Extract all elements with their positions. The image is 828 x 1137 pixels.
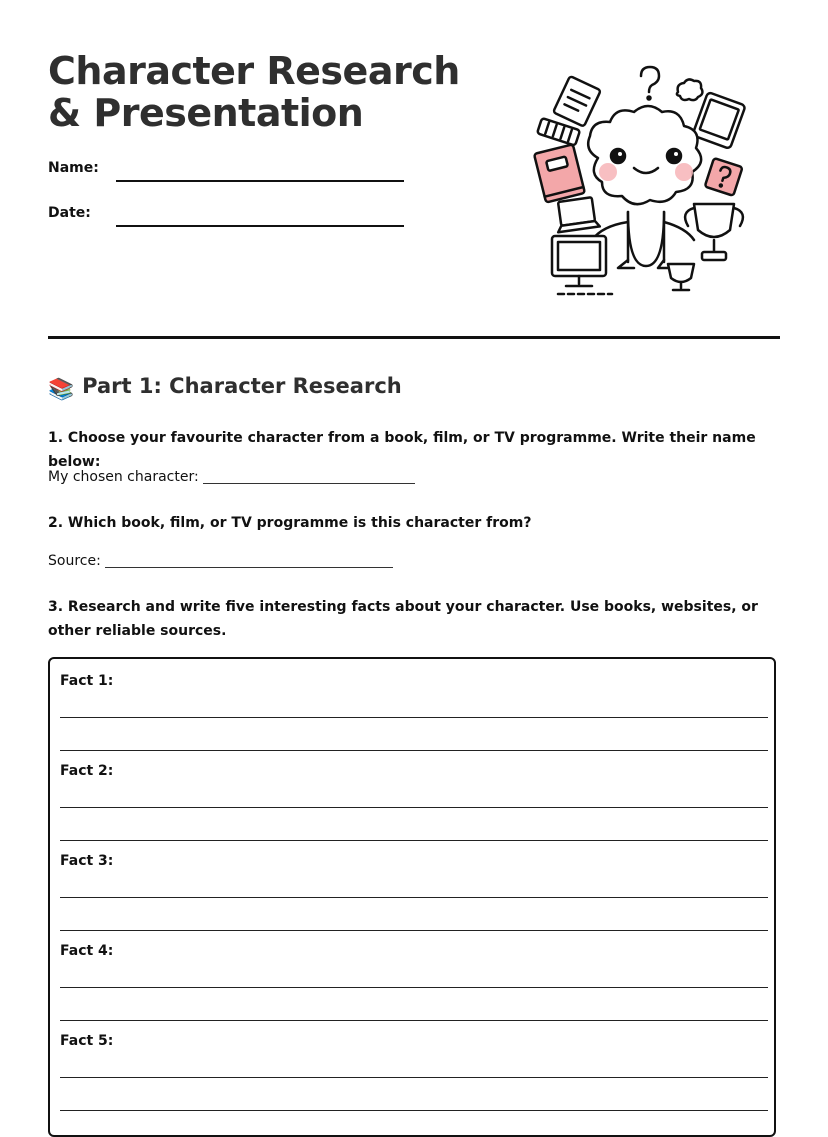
source-write-line[interactable] — [105, 553, 393, 568]
date-field[interactable] — [48, 205, 408, 229]
fact-2 — [60, 749, 770, 839]
question-2: 2. Which book, film, or TV programme is this character from? — [48, 515, 532, 531]
fact-write-line[interactable] — [60, 1077, 768, 1078]
chosen-character-label: My chosen character: — [48, 469, 199, 485]
question-3: 3. Research and write five interesting facts about your character. Use books, websites, or other reliable sources. — [48, 599, 758, 639]
books-icon: 📚 — [48, 377, 75, 401]
fact-write-line[interactable] — [60, 1110, 768, 1111]
fact-label: Fact 4: — [60, 943, 114, 959]
name-write-line[interactable] — [116, 180, 404, 182]
fact-write-line[interactable] — [60, 717, 768, 718]
question-1: 1. Choose your favourite character from a book, film, or TV programme. Write their name below: — [48, 430, 756, 470]
fact-label: Fact 5: — [60, 1033, 114, 1049]
date-write-line[interactable] — [116, 225, 404, 227]
fact-write-line[interactable] — [60, 987, 768, 988]
chosen-character-write-line[interactable] — [203, 469, 415, 484]
fact-write-line[interactable] — [60, 807, 768, 808]
fact-5 — [60, 1019, 770, 1109]
part-1-heading-text: Part 1: Character Research — [82, 374, 402, 398]
fact-1 — [60, 659, 770, 749]
fact-label: Fact 3: — [60, 853, 114, 869]
section-divider — [48, 336, 780, 339]
date-label: Date: — [48, 205, 91, 221]
chosen-character-answer — [48, 469, 415, 485]
name-label: Name: — [48, 160, 99, 176]
cloud-character-illustration-icon — [528, 62, 758, 298]
source-answer — [48, 553, 393, 569]
fact-3 — [60, 839, 770, 929]
fact-label: Fact 1: — [60, 673, 114, 689]
fact-4 — [60, 929, 770, 1019]
fact-label: Fact 2: — [60, 763, 114, 779]
source-label: Source: — [48, 553, 101, 569]
facts-box — [48, 657, 776, 1137]
page-title: Character Research & Presentation — [48, 49, 460, 135]
part-1-heading — [48, 374, 402, 402]
name-field[interactable] — [48, 160, 408, 184]
fact-write-line[interactable] — [60, 897, 768, 898]
